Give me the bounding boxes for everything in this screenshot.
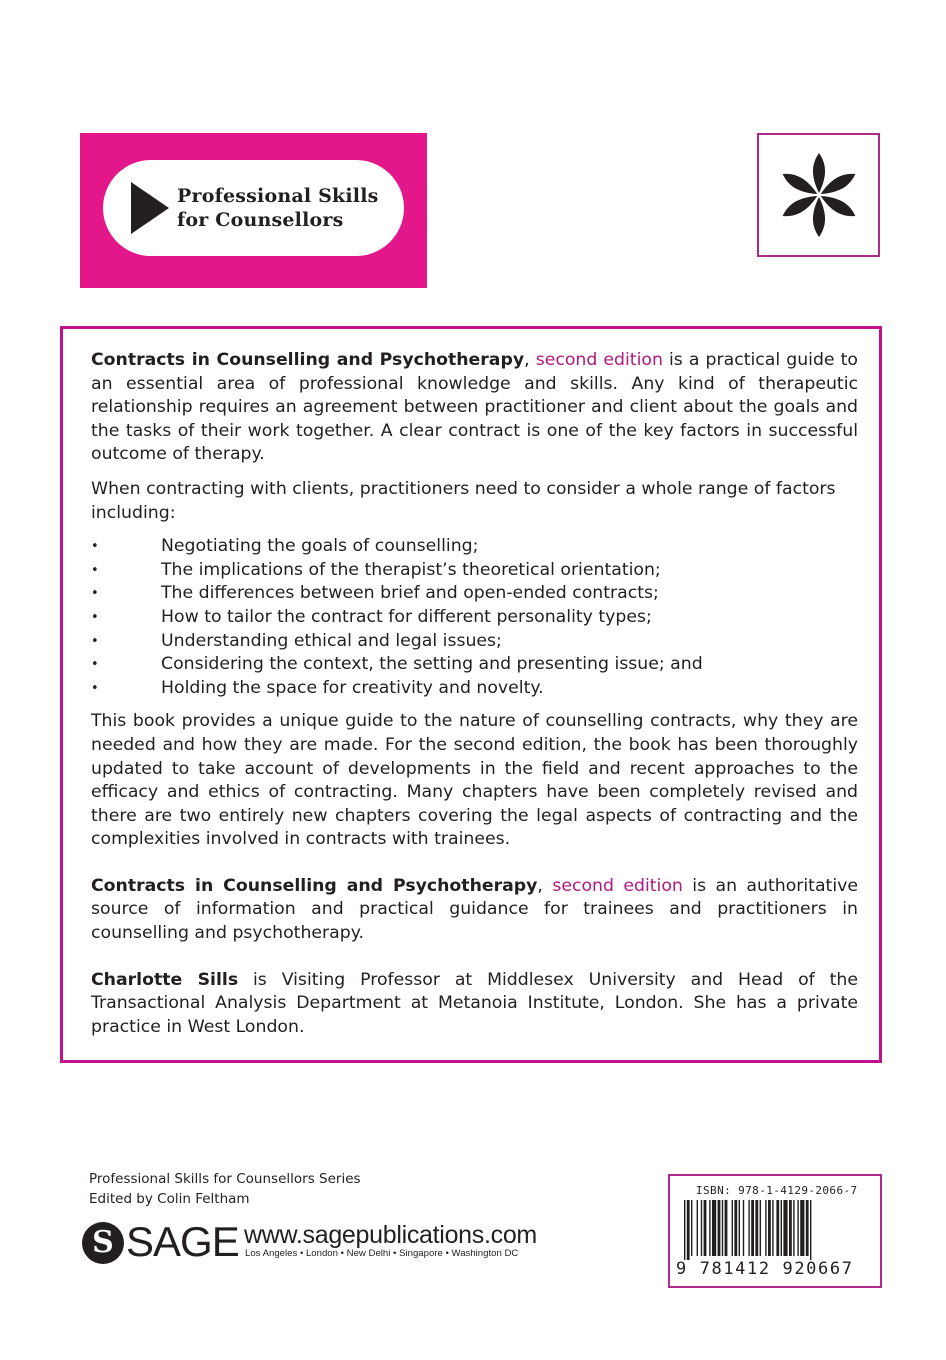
- intro-text: is a practical guide to an essential area of professional knowledge and skills. Any kind of therapeutic relationship requires an agreement between practitioner and client about the goals and the tasks of their work together. A clear contract is one of the key factors in successful outcome of therapy.: [91, 350, 858, 465]
- series-editor: Edited by Colin Feltham: [89, 1191, 250, 1207]
- sage-wordmark: SAGE: [126, 1218, 239, 1265]
- publisher-cities: Los Angeles • London • New Delhi • Singapore • Washington DC: [245, 1248, 519, 1259]
- book-overview-paragraph: This book provides a unique guide to the nature of counselling contracts, why they are needed and how they are made. For the second edition, the book has been thoroughly updated to take account of developments in the field and recent approaches to the efficacy and ethics of contracting. Many chapters have been completely revised and there are two entirely new chapters covering the legal aspects of contracting and the complexities involved in contracts with trainees.: [91, 711, 858, 850]
- barcode-box: [668, 1174, 882, 1288]
- edition-label: second edition: [535, 350, 663, 370]
- series-name: Professional Skills for Counsellors Series: [89, 1171, 361, 1187]
- factors-list: [91, 535, 858, 700]
- list-item: • The implications of the therapist’s theoretical orientation;: [91, 559, 858, 583]
- summary-text: is an authoritative source of information and practical guidance for trainees and practitioners in counselling and psychotherapy.: [91, 875, 858, 944]
- series-title-line1: Professional Skills: [177, 185, 379, 207]
- description-box: [60, 326, 882, 1063]
- separator: ,: [524, 350, 536, 370]
- edition-label: second edition: [552, 875, 683, 896]
- list-item: • Considering the context, the setting and presenting issue; and: [91, 653, 858, 677]
- list-item: • Holding the space for creativity and novelty.: [91, 677, 858, 701]
- series-title: [177, 184, 379, 232]
- book-title: Contracts in Counselling and Psychotherapy: [91, 350, 525, 370]
- summary-paragraph: [91, 875, 858, 946]
- asterisk-flower-icon: [759, 135, 879, 255]
- publisher-url[interactable]: www.sagepublications.com: [244, 1221, 537, 1249]
- list-item: • The differences between brief and open-ended contracts;: [91, 582, 858, 606]
- series-title-line2: for Counsellors: [177, 209, 344, 231]
- author-name: Charlotte Sills: [91, 969, 239, 990]
- play-arrow-icon: [131, 182, 169, 234]
- book-title: Contracts in Counselling and Psychotherapy: [91, 875, 538, 896]
- isbn-label: ISBN: 978-1-4129-2066-7: [696, 1184, 858, 1197]
- intro-paragraph: [91, 349, 858, 467]
- author-bio: [91, 969, 858, 1040]
- series-badge: [80, 133, 427, 288]
- ean-number: 9 781412 920667: [676, 1259, 854, 1279]
- factors-intro: When contracting with clients, practitioners need to consider a whole range of factors including:: [91, 478, 836, 523]
- series-pill: [103, 160, 404, 256]
- list-item: • Understanding ethical and legal issues;: [91, 630, 858, 654]
- author-bio-text: is Visiting Professor at Middlesex University and Head of the Transactional Analysis Department at Metanoia Institute, London. She has a private practice in West London.: [91, 969, 859, 1037]
- list-item: • How to tailor the contract for different personality types;: [91, 606, 858, 630]
- separator: ,: [537, 875, 553, 896]
- publisher-logo-box: [757, 133, 880, 257]
- sage-s-icon: S: [82, 1222, 124, 1264]
- series-credit: [89, 1169, 361, 1209]
- list-item: • Negotiating the goals of counselling;: [91, 535, 858, 559]
- description-content: [91, 349, 858, 1039]
- barcode-icon: [676, 1200, 876, 1260]
